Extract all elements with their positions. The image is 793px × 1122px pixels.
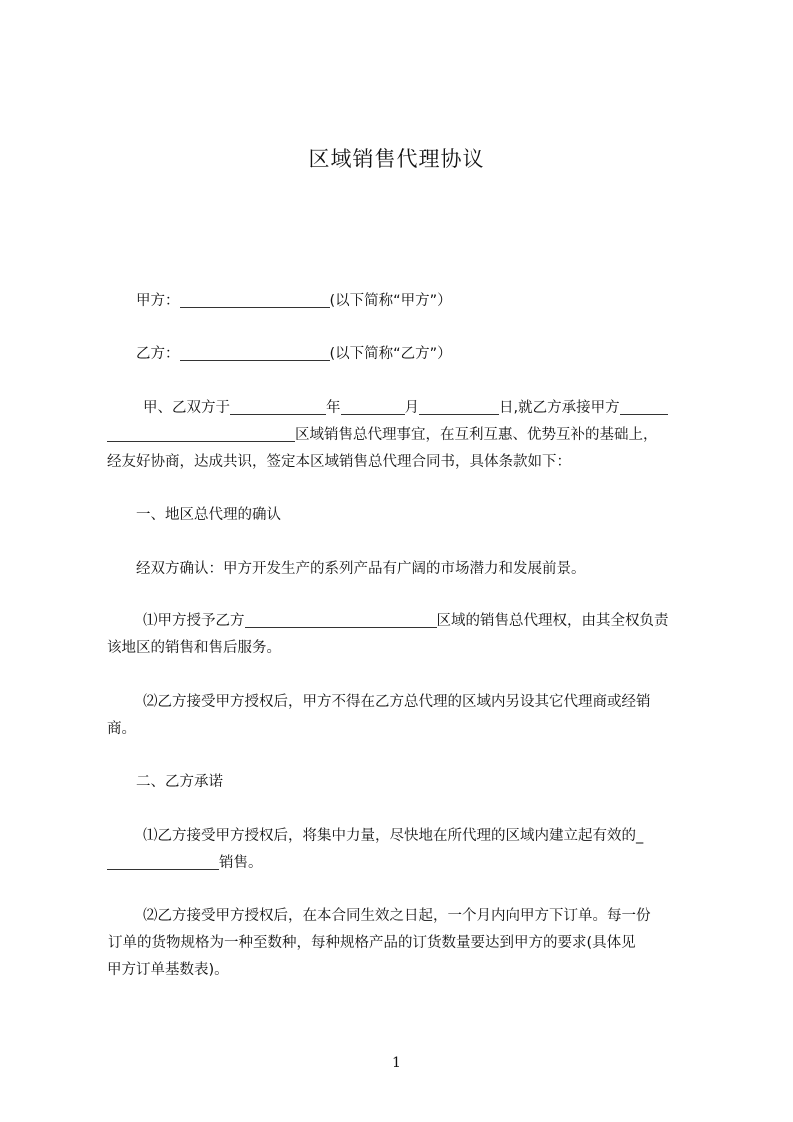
intro-month: 月 bbox=[404, 400, 419, 416]
year-blank[interactable] bbox=[230, 400, 326, 415]
intro-year: 年 bbox=[326, 400, 341, 416]
party-b-line bbox=[107, 340, 736, 368]
section2-item1-line1: ⑴乙方接受甲方授权后，将集中力量，尽快地在所代理的区域内建立起有效的_ bbox=[143, 828, 644, 844]
section1-heading: 一、地区总代理的确认 bbox=[136, 507, 281, 523]
section1-item2-line2: 商。 bbox=[107, 721, 136, 737]
section2-item2-line2: 订单的货物规格为一种至数种，每种规格产品的订货数量要达到甲方的要求(具体见 bbox=[108, 935, 636, 951]
region-blank-b[interactable] bbox=[107, 427, 295, 442]
region-blank-a[interactable] bbox=[620, 400, 668, 415]
intro-line-3: 经友好协商，达成共识，签定本区域销售总代理合同书，具体条款如下： bbox=[107, 454, 571, 470]
intro-day-text: 日,就乙方承接甲方 bbox=[499, 400, 620, 416]
agency-region-blank[interactable] bbox=[245, 613, 437, 628]
section1-item1-suffix: 区域的销售总代理权，由其全权负责 bbox=[436, 613, 669, 629]
party-a-label: 甲方： bbox=[136, 293, 180, 309]
party-b-blank[interactable] bbox=[180, 346, 330, 361]
intro-line-2 bbox=[107, 421, 707, 449]
section1-item1-prefix: ⑴甲方授予乙方 bbox=[143, 613, 245, 629]
sales-network-blank[interactable] bbox=[107, 855, 219, 870]
party-b-suffix: (以下简称“乙方”） bbox=[329, 346, 452, 362]
party-b-label: 乙方： bbox=[136, 346, 180, 362]
section2-heading: 二、乙方承诺 bbox=[136, 774, 223, 790]
intro-line2-text: 区域销售总代理事宜，在互利互惠、优势互补的基础上， bbox=[295, 427, 658, 443]
page-number: 1 bbox=[392, 1055, 401, 1071]
intro-line-1 bbox=[107, 394, 743, 422]
section1-item1-line2: 该地区的销售和售后服务。 bbox=[107, 640, 281, 656]
party-a-blank[interactable] bbox=[180, 293, 330, 308]
section2-item1-suffix: 销售。 bbox=[219, 855, 263, 871]
party-a-suffix: (以下简称“甲方”） bbox=[329, 293, 452, 309]
section2-item2-line1: ⑵乙方接受甲方授权后，在本合同生效之日起，一个月内向甲方下订单。每一份 bbox=[143, 908, 651, 924]
document-title: 区域销售代理协议 bbox=[308, 147, 485, 171]
intro-part1: 甲、乙双方于 bbox=[143, 400, 230, 416]
section2-item1-line2 bbox=[107, 849, 707, 877]
section2-item2-line3: 甲方订单基数表)。 bbox=[107, 962, 229, 978]
party-a-line bbox=[107, 287, 736, 315]
day-blank[interactable] bbox=[419, 400, 499, 415]
month-blank[interactable] bbox=[341, 400, 405, 415]
section1-item1-line1 bbox=[107, 607, 743, 635]
section1-para: 经双方确认：甲方开发生产的系列产品有广阔的市场潜力和发展前景。 bbox=[136, 561, 586, 577]
section1-item2-line1: ⑵乙方接受甲方授权后，甲方不得在乙方总代理的区域内另设其它代理商或经销 bbox=[143, 694, 651, 710]
